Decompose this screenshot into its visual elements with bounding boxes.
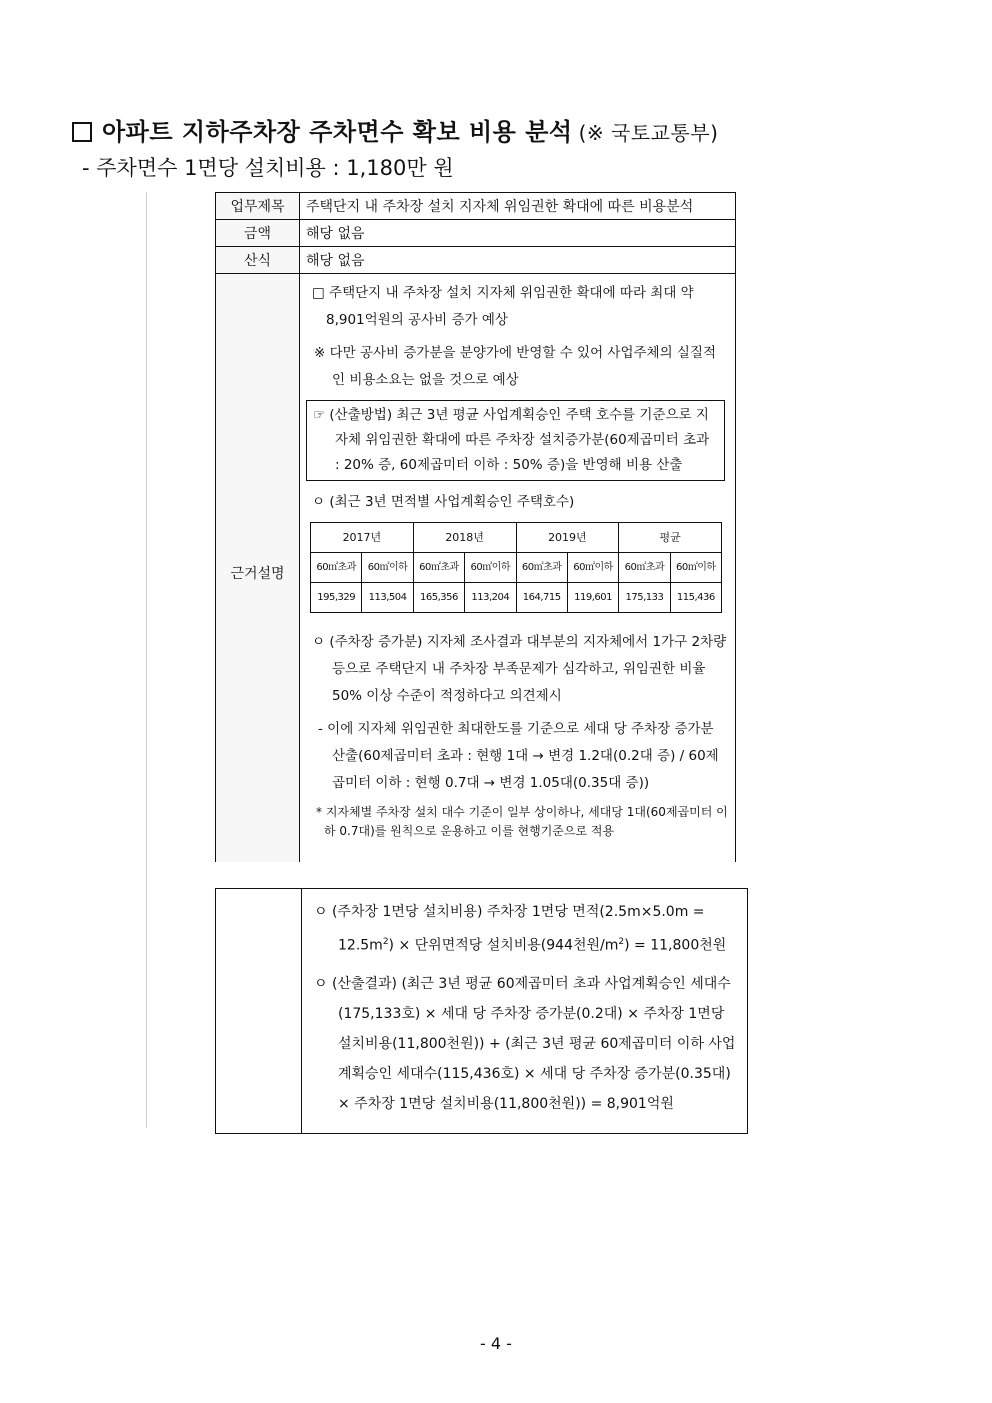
explanation-cell bbox=[300, 274, 736, 872]
margin-line bbox=[146, 192, 147, 862]
result-paragraph: ㅇ (산출결과) (최근 3년 평균 60제곱미터 초과 사업계획승인 세대수(175,133호) × 세대 당 주차장 증가분(0.2대) × 주차장 1면당 설치비용(11,800천원)) + (최근 3년 평균 60제곱미터 이하 사업계획승인 세대수(115,436호) × 세대 당 주차장 증가분(0.35대) × 주차장 1면당 설치비용(11,800천원)) = 8,901억원 bbox=[314, 975, 736, 1112]
footnote: * 지자체별 주차장 설치 대수 기준이 일부 상이하나, 세대당 1대(60제곱미터 이하 0.7대)를 원칙으로 운용하고 이를 현행기준으로 적용 bbox=[316, 805, 728, 838]
area-header: 60㎡초과 bbox=[311, 553, 362, 583]
row-label: 업무제목 bbox=[216, 193, 300, 220]
area-header: 60㎡초과 bbox=[516, 553, 567, 583]
year-header: 2019년 bbox=[516, 523, 619, 553]
superscript: 2 bbox=[618, 937, 625, 947]
row-label: 산식 bbox=[216, 247, 300, 274]
parking-increase-paragraph: ㅇ (주차장 증가분) 지자체 조사결과 대부분의 지자체에서 1가구 2차량 등으로 주택단지 내 주차장 부족문제가 심각하고, 위임권한 비율 50% 이상 수준이 적정하다고 의견제시 bbox=[312, 634, 727, 704]
calculation-table bbox=[215, 888, 748, 1134]
heading-source: (※ 국토교통부) bbox=[578, 121, 719, 145]
margin-line bbox=[146, 862, 147, 1128]
area-header: 60㎡이하 bbox=[670, 553, 721, 583]
row-label: 근거설명 bbox=[216, 274, 300, 872]
page-break-gap bbox=[210, 862, 750, 882]
parking-calc-paragraph: - 이에 지자체 위임권한 최대한도를 기준으로 세대 당 주차장 증가분 산출(60제곱미터 초과 : 현행 1대 → 변경 1.2대(0.2대 증) / 60제곱미터 이하 : 현행 0.7대 → 변경 1.05대(0.35대 증)) bbox=[318, 721, 719, 791]
unit-cost-text-c: ) = 11,800천원 bbox=[624, 937, 727, 954]
subheading: - 주차면수 1면당 설치비용 : 1,180만 원 bbox=[82, 156, 454, 180]
superscript: 2 bbox=[382, 937, 389, 947]
stat-value: 113,204 bbox=[465, 583, 516, 613]
table-row bbox=[216, 274, 736, 872]
empty-label-cell bbox=[216, 889, 302, 1134]
stat-value: 175,133 bbox=[619, 583, 670, 613]
stat-value: 113,504 bbox=[362, 583, 413, 613]
year-header: 평균 bbox=[619, 523, 722, 553]
stat-value: 119,601 bbox=[567, 583, 618, 613]
row-value: 주택단지 내 주차장 설치 지자체 위임권한 확대에 따른 비용분석 bbox=[300, 193, 736, 220]
unit-cost-text-b: ) × 단위면적당 설치비용(944천원/m bbox=[388, 937, 619, 954]
area-header: 60㎡이하 bbox=[567, 553, 618, 583]
area-header: 60㎡초과 bbox=[619, 553, 670, 583]
row-value: 해당 없음 bbox=[300, 220, 736, 247]
summary-paragraph: □ 주택단지 내 주차장 설치 지자체 위임권한 확대에 따라 최대 약 8,901억원의 공사비 증가 예상 bbox=[312, 285, 694, 328]
analysis-table bbox=[215, 192, 736, 872]
area-header: 60㎡이하 bbox=[362, 553, 413, 583]
row-value: 해당 없음 bbox=[300, 247, 736, 274]
year-header: 2018년 bbox=[413, 523, 516, 553]
table-row bbox=[216, 220, 736, 247]
area-header: 60㎡초과 bbox=[413, 553, 464, 583]
table-row bbox=[311, 583, 722, 613]
stat-value: 165,356 bbox=[413, 583, 464, 613]
stats-title: ㅇ (최근 3년 면적별 사업계획승인 주택호수) bbox=[312, 494, 575, 510]
stat-value: 164,715 bbox=[516, 583, 567, 613]
table-row bbox=[216, 193, 736, 220]
table-row bbox=[216, 247, 736, 274]
area-header: 60㎡이하 bbox=[465, 553, 516, 583]
section-heading bbox=[72, 112, 718, 147]
calculation-cell bbox=[302, 889, 748, 1134]
page-number: - 4 - bbox=[480, 1334, 512, 1353]
year-header: 2017년 bbox=[311, 523, 414, 553]
heading-title: 아파트 지하주차장 주차면수 확보 비용 분석 bbox=[102, 118, 573, 146]
stats-table bbox=[310, 522, 722, 613]
unit-cost-paragraph bbox=[314, 897, 741, 961]
table-row bbox=[311, 523, 722, 553]
stat-value: 195,329 bbox=[311, 583, 362, 613]
row-label: 금액 bbox=[216, 220, 300, 247]
table-row bbox=[311, 553, 722, 583]
table-row bbox=[216, 889, 748, 1134]
checkbox-square-icon bbox=[72, 122, 92, 142]
unit-cost-text-a: ㅇ (주차장 1면당 설치비용) 주차장 1면당 면적(2.5m×5.0m = 12.5m bbox=[314, 904, 705, 954]
method-box bbox=[306, 400, 725, 481]
explanation-content bbox=[300, 274, 735, 871]
note-paragraph: ※ 다만 공사비 증가분을 분양가에 반영할 수 있어 사업주체의 실질적인 비용소요는 없을 것으로 예상 bbox=[314, 345, 717, 388]
method-text: ☞ (산출방법) 최근 3년 평균 사업계획승인 주택 호수를 기준으로 지자체 위임권한 확대에 따른 주차장 설치증가분(60제곱미터 초과 : 20% 증, 60제곱미터 이하 : 50% 증)을 반영해 비용 산출 bbox=[313, 407, 710, 473]
stat-value: 115,436 bbox=[670, 583, 721, 613]
